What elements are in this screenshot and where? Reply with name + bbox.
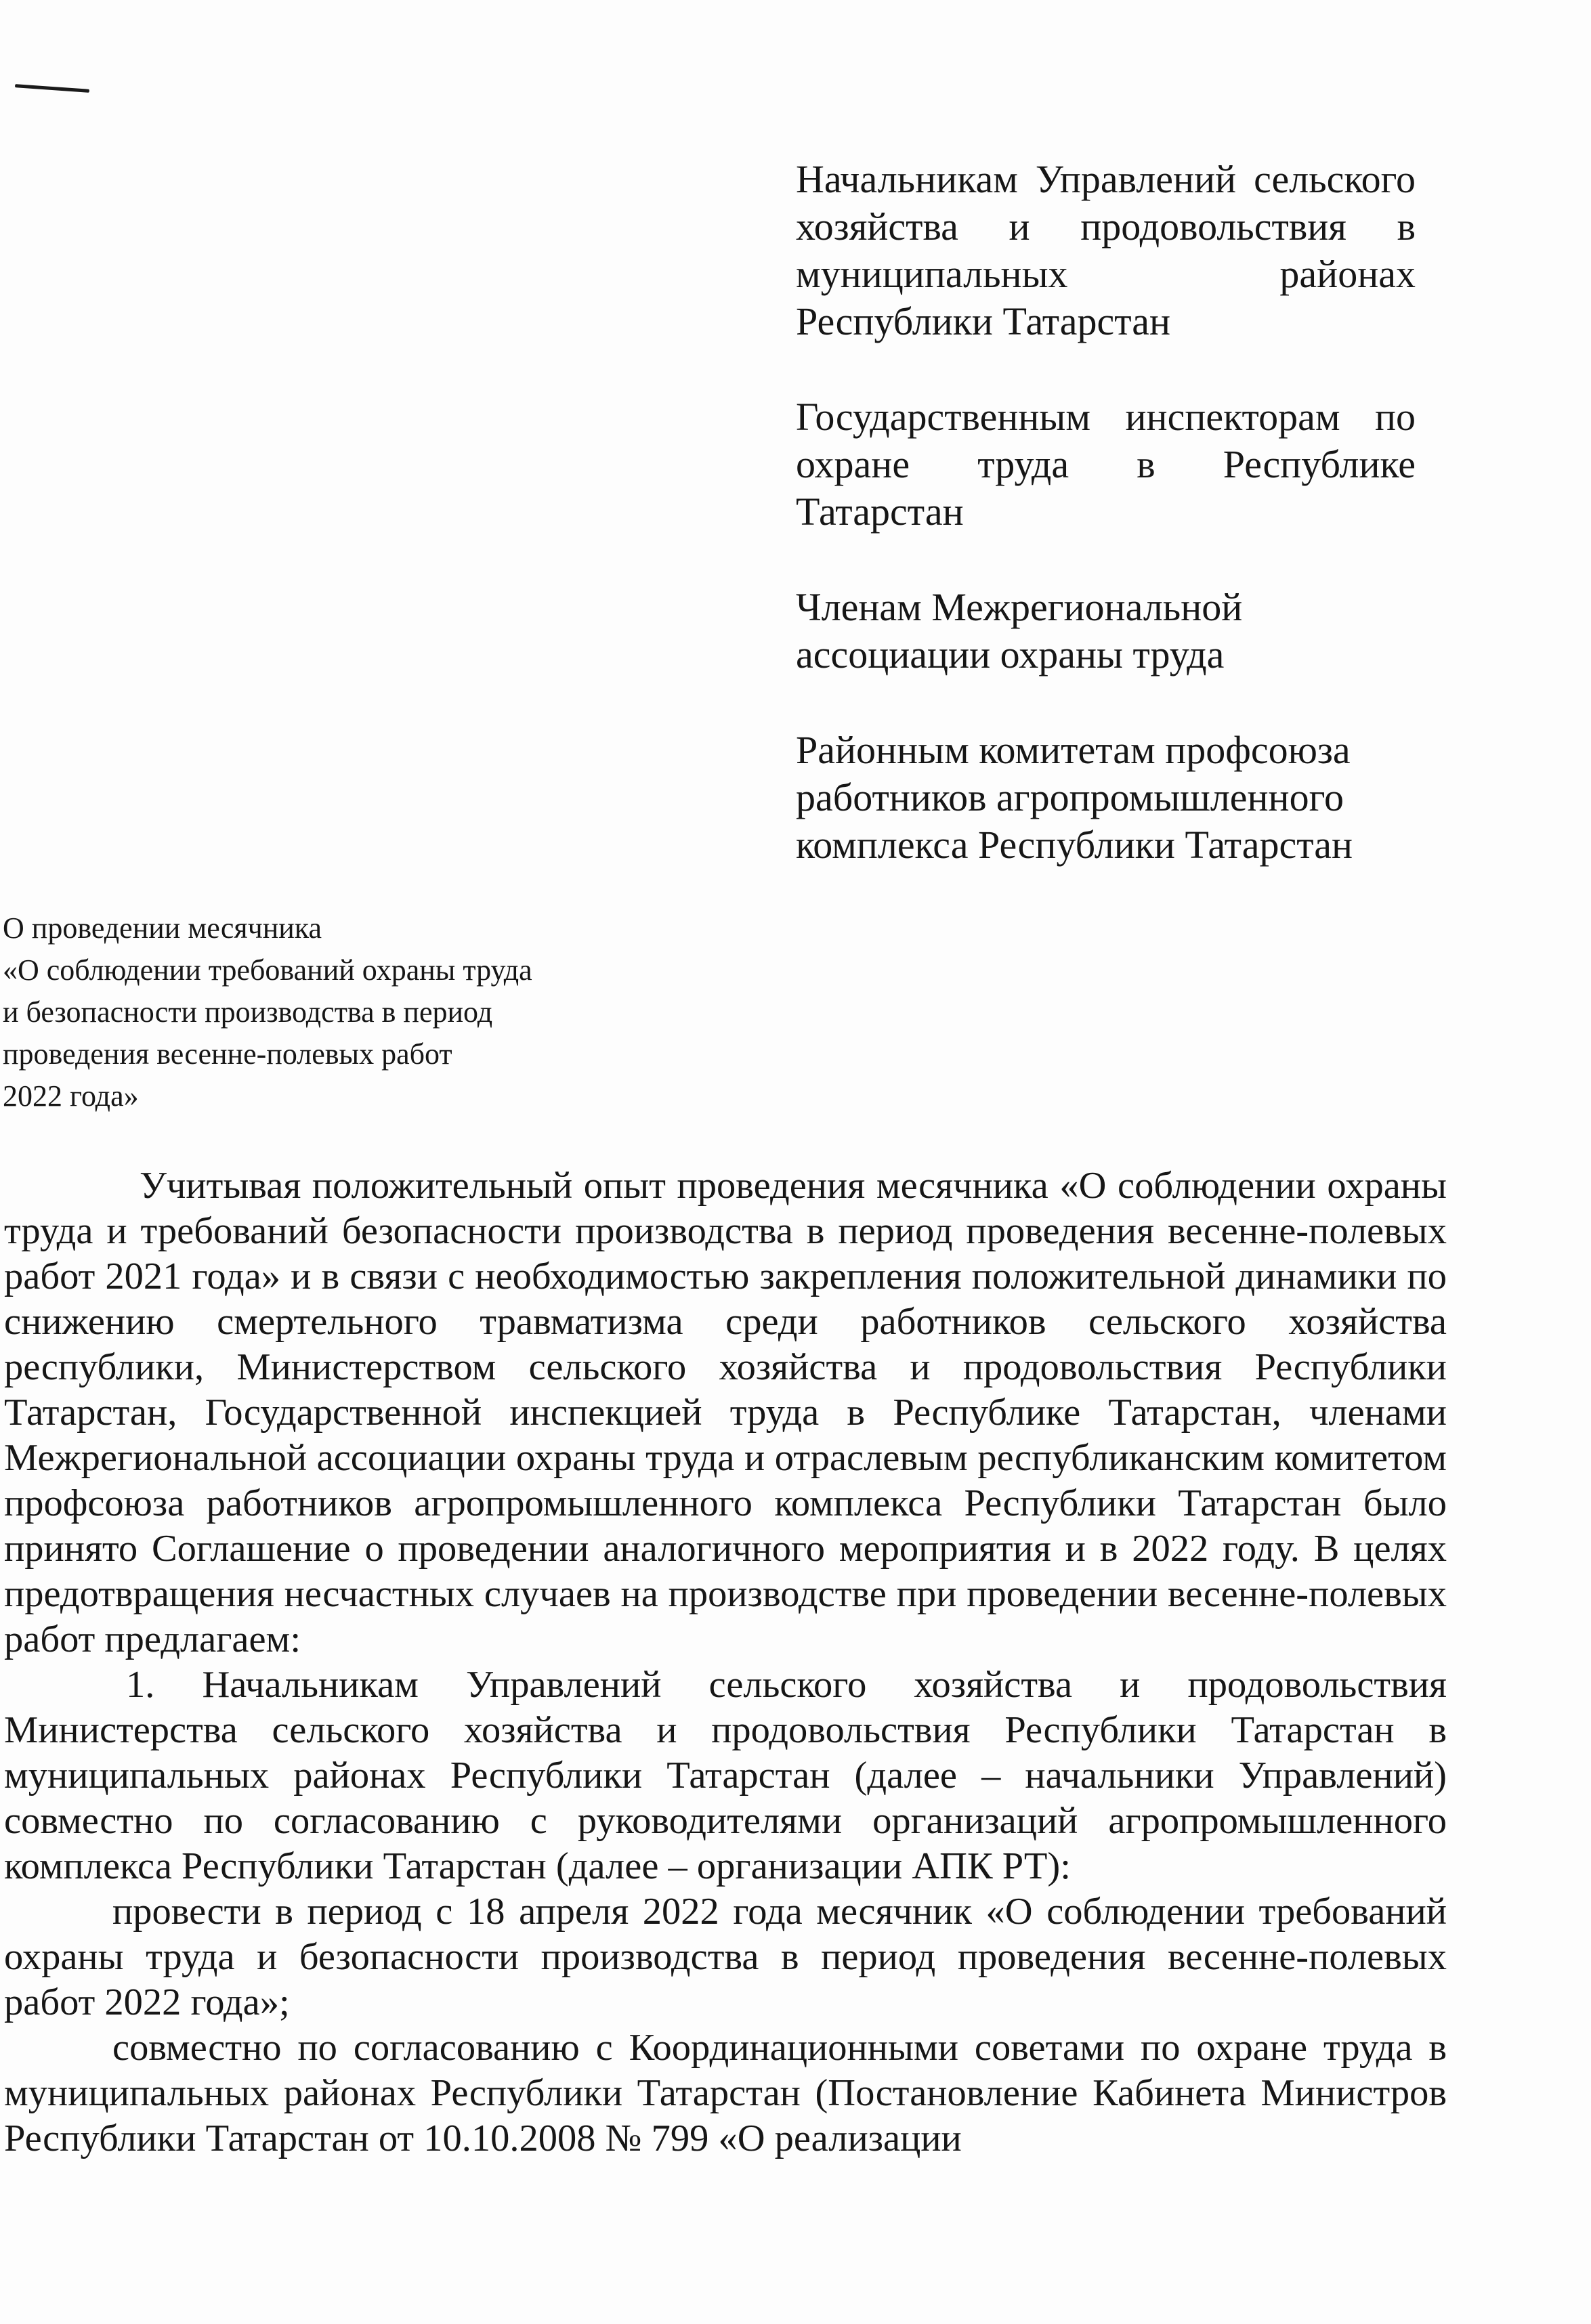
addressee-agriculture-departments: Начальникам Управлений сельского хозяйства и продовольствия в муниципальных районах Республики Татарстан <box>796 157 1416 343</box>
letter-subject: О проведении месячника «О соблюдении требований охраны труда и безопасности производства в период проведения весенне-полевых работ 2022 года» <box>3 911 532 1113</box>
body-paragraph-item-1-b: совместно по согласованию с Координационными советами по охране труда в муниципальных районах Республики Татарстан (Постановление Кабинета Министров Республики Татарстан от 10.10.2008 № 799 «О реализации <box>4 2027 1447 2159</box>
letter-body <box>4 1163 1447 2161</box>
body-paragraph-intro: Учитывая положительный опыт проведения месячника «О соблюдении охраны труда и требований безопасности производства в период проведения весенне-полевых работ 2021 года» и в связи с необходимостью закрепления положительной динамики по снижению смертельного травматизма среди работников сельского хозяйства республики, Министерством сельского хозяйства и продовольствия Республики Татарстан, Государственной инспекцией труда в Республике Татарстан, членами Межрегиональной ассоциации охраны труда и отраслевым республиканским комитетом профсоюза работников агропромышленного комплекса Республики Татарстан было принято Соглашение о проведении аналогичного мероприятия и в 2022 году. В целях предотвращения несчастных случаев на производстве при проведении весенне-полевых работ предлагаем: <box>4 1165 1447 1660</box>
addressee-association-members: Членам Межрегиональной ассоциации охраны труда <box>796 585 1243 676</box>
addressee-trade-union-committees: Районным комитетам профсоюза работников агропромышленного комплекса Республики Татарстан <box>796 728 1353 867</box>
addressee-labor-inspectors: Государственным инспекторам по охране труда в Республике Татарстан <box>796 395 1416 534</box>
body-paragraph-item-1-a: провести в период с 18 апреля 2022 года месячник «О соблюдении требований охраны труда и безопасности производства в период проведения весенне-полевых работ 2022 года»; <box>4 1891 1447 2023</box>
addressee-block <box>796 156 1416 869</box>
body-paragraph-item-1: 1. Начальникам Управлений сельского хозяйства и продовольствия Министерства сельского хозяйства и продовольствия Республики Татарстан в муниципальных районах Республики Татарстан (далее – начальники Управлений) совместно по согласованию с руководителями организаций агропромышленного комплекса Республики Татарстан (далее – организации АПК РТ): <box>4 1664 1447 1887</box>
corner-pen-mark <box>15 84 89 93</box>
